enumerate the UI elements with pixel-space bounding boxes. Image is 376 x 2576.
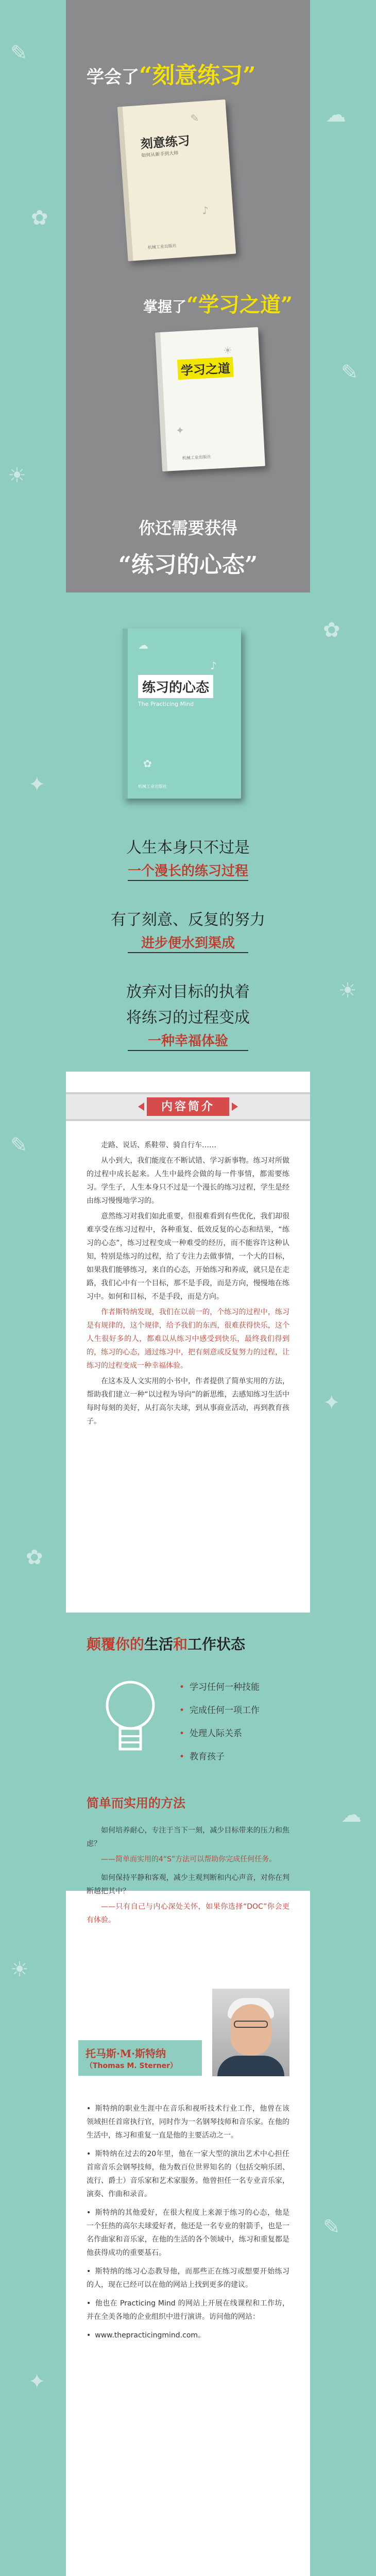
left-doodle-panel [0, 0, 66, 2576]
doodle-icon: ✎ [323, 2215, 340, 2239]
tagline-3: 放弃对目标的执着 [126, 983, 250, 1001]
author-en-name: （Thomas M. Sterner） [86, 2062, 178, 2070]
hero-line-2-highlight: “学习之道” [186, 293, 293, 317]
wisdom-header-pre: 颠覆你的 [87, 1636, 145, 1653]
intro-paragraph-2: 从小到大，我们能度在不断试错、学习新事物。练习对所做的过程中成长起来。人生中最终会做的每一件事情，都需要练习。学生子，人生本身只不过是一个漫长的练习过程，学生是经由练习慢慢地学习的。 [87, 1157, 289, 1205]
doodle-icon: ☁ [326, 103, 346, 127]
wisdom-header-mid: 生活 [144, 1636, 174, 1653]
wisdom-item: • 教育孩子 [179, 1749, 225, 1762]
tagline-1: 人生本身只不过是 [126, 839, 250, 857]
book-2-publisher: 机械工业出版社 [182, 454, 212, 461]
hero-line-4-text: “练习的心态” [118, 552, 258, 578]
doodle-icon: ✦ [28, 773, 46, 796]
methods-body [87, 1824, 289, 1929]
intro-paragraph-1: 走路、说话、系鞋带、骑自行车…… [101, 1141, 216, 1149]
author-cn-name: 托马斯·M·斯特纳 [86, 2047, 166, 2060]
wisdom-item: • 完成任何一项工作 [179, 1703, 260, 1716]
hero-line-2 [143, 289, 293, 318]
pattern-icon: ☁ [138, 639, 148, 651]
method-answer-2: ——只有自己与内心深处关怀，如果你选择“DOC”你会更有体验。 [87, 1903, 289, 1924]
doodle-icon: ✎ [341, 361, 358, 384]
book-spine [123, 629, 128, 799]
book-2-title: 学习之道 [177, 357, 234, 380]
doodle-icon: ☀ [8, 464, 26, 487]
book-3-subtitle: The Practicing Mind [138, 701, 194, 707]
book-cover-learning-how [155, 327, 265, 471]
tagline-1-red: 一个漫长的练习过程 [127, 863, 248, 879]
method-question-2: 如何保持平静和客观，减少主观判断和内心声音，对你在判断越把其中？ [87, 1874, 289, 1895]
book-spine [155, 332, 167, 471]
pattern-icon: ✿ [143, 757, 152, 770]
pattern-icon: ♪ [201, 204, 209, 217]
wisdom-header-and: 和 [173, 1636, 188, 1653]
doodle-icon: ✿ [323, 618, 340, 642]
hero-line-1-prefix: 学会了 [87, 67, 139, 88]
intro-body [87, 1139, 289, 1430]
intro-paragraph-5: 在这本及人文实用的小书中，作者提供了简单实用的方法，帮助我们建立一种“以过程为导向”的新思维，去感知练习生活中每时每刻的美好，从打高尔夫球，到从事商业活动，再到教育孩子。 [87, 1377, 289, 1426]
doodle-icon: ☁ [341, 1803, 362, 1827]
pattern-icon: ✦ [175, 423, 185, 437]
hero-section [66, 0, 310, 592]
header-triangle-right [232, 1103, 238, 1111]
method-question-1: 如何培养耐心，专注于当下一刻，减少目标带来的压力和焦虑？ [87, 1826, 289, 1848]
tagline-section [66, 592, 310, 1072]
intro-paragraph-3: 意然练习对我们如此重要，但很难看到有些优化，我们却很难享受在练习过程中，各种重复、低效反复的心态和结果，“练习的心态”，练习过程变成一种难受的经历，而不能容许这种认知，特别是练习的过程，给了专注力去做事情，一个大的目标，如果我们能够练习，来自的心态，开始练习和养成，就只是在走路，我们心中有一个目标，那不是手段，而是方向，慢慢地在练习中。如何和目标，不是手段，而是方向。 [87, 1212, 289, 1301]
pattern-icon: ✎ [190, 111, 200, 125]
wisdom-item: • 学习任何一种技能 [179, 1680, 260, 1692]
author-photo [212, 1989, 289, 2076]
author-bio-item: • 斯特纳的职业生涯中在音乐和视听技术行业工作，他曾在该领域担任首席执行官，同时作为一名钢琴技师和音乐家。在他的生活中，练习和重复一直是他的主要活动之一。 [87, 2102, 289, 2142]
doodle-icon: ✎ [10, 41, 28, 65]
book-3-publisher: 机械工业出版社 [138, 784, 167, 789]
method-answer-1: ——简单而实用的4“S”方法可以帮助你完成任何任务。 [101, 1855, 277, 1863]
methods-header: 简单而实用的方法 [87, 1795, 185, 1810]
doodle-icon: ✦ [323, 1391, 340, 1415]
hero-line-4 [66, 546, 310, 579]
book-1-subtitle: 如何从新手到大师 [141, 150, 179, 159]
hero-line-3 [66, 515, 310, 539]
author-bio-item: • 斯特纳的其他爱好，在很大程度上来源于练习的心态，他是一个狂热的高尔夫球爱好者，他还是一名专业的射箭手，也是一名作曲家和音乐家，在他的生活的各个领域中，练习和重复都是他获得成功的重要基石。 [87, 2206, 289, 2260]
book-spine [117, 107, 133, 261]
intro-header-bar [66, 1092, 310, 1121]
wisdom-item: • 处理人际关系 [179, 1726, 242, 1739]
author-glasses [234, 2021, 268, 2028]
book-1-publisher: 机械工业出版社 [147, 243, 177, 250]
hero-line-1 [87, 57, 256, 90]
author-bio-item: • 斯特纳在过去的20年里，他在一家大型的演出艺术中心担任首席音乐会钢琴技师，他为数百位世界知名的（包括交响乐团、流行、爵士）音乐家和艺术家服务。他曾担任一名专业音乐家，演奏、作曲和录音。 [87, 2147, 289, 2201]
tagline-2-red: 进步便水到渠成 [141, 936, 235, 951]
book-cover-practicing-mind [123, 629, 241, 799]
doodle-icon: ✿ [26, 1546, 43, 1569]
light-bulb-icon [97, 1674, 164, 1767]
pattern-icon: ☀ [223, 344, 233, 357]
wisdom-header-end: 工作状态 [187, 1636, 246, 1653]
wisdom-header [87, 1633, 245, 1654]
right-doodle-panel [310, 0, 376, 2576]
author-bio-item: • 他也在 Practicing Mind 的网站上开展在线课程和工作坊，并在全美各地的企业组织中进行演讲。访问他的网站： [87, 2297, 289, 2324]
author-website[interactable]: • www.thepracticingmind.com。 [87, 2329, 289, 2342]
tagline-4: 将练习的过程变成 [126, 1009, 250, 1027]
doodle-icon: ✦ [28, 2370, 46, 2394]
author-face [230, 2004, 271, 2056]
doodle-icon: ☀ [338, 979, 357, 1003]
hero-line-3-text: 你还需要获得 [138, 518, 237, 538]
tagline-2: 有了刻意、反复的努力 [111, 911, 265, 929]
hero-line-1-highlight: “刻意练习” [139, 62, 256, 89]
book-3-title: 练习的心态 [138, 675, 213, 698]
doodle-icon: ✿ [31, 206, 48, 230]
doodle-icon: ✎ [10, 1133, 28, 1157]
header-triangle-left [138, 1103, 144, 1111]
tagline-2-underline [128, 952, 248, 953]
tagline-4-red: 一种幸福体验 [147, 1033, 228, 1049]
content-column [66, 0, 310, 2576]
tagline-1-underline [128, 880, 248, 881]
pattern-icon: ♪ [210, 659, 217, 672]
intro-header: 内容简介 [147, 1097, 229, 1116]
intro-paragraph-4: 作者斯特纳发现，我们在以前一的，个练习的过程中，练习是有规律的，这个规律，给予我们的东西，很难获得快乐，这个人生很好多的人，都难以从练习中感受到快乐，最终我们得到的，练习的心态，通过练习中，把有刻意或反复努力的过程，让练习的过程变成一种幸福体验。 [87, 1308, 289, 1370]
book-1-title: 刻意练习 [140, 133, 191, 151]
book-cover-deliberate-practice [117, 99, 236, 261]
author-name-block [78, 2040, 202, 2076]
tagline-4-underline [128, 1050, 248, 1051]
author-bio [87, 2102, 289, 2347]
hero-line-2-prefix: 掌握了 [143, 298, 187, 315]
author-bio-item: • 斯特纳的练习心态教导他，而那些正在练习或想要开始练习的人，现在已经可以在他的网站上找到更多的建议。 [87, 2265, 289, 2292]
doodle-icon: ☀ [10, 1958, 29, 1981]
author-body [217, 2056, 284, 2076]
